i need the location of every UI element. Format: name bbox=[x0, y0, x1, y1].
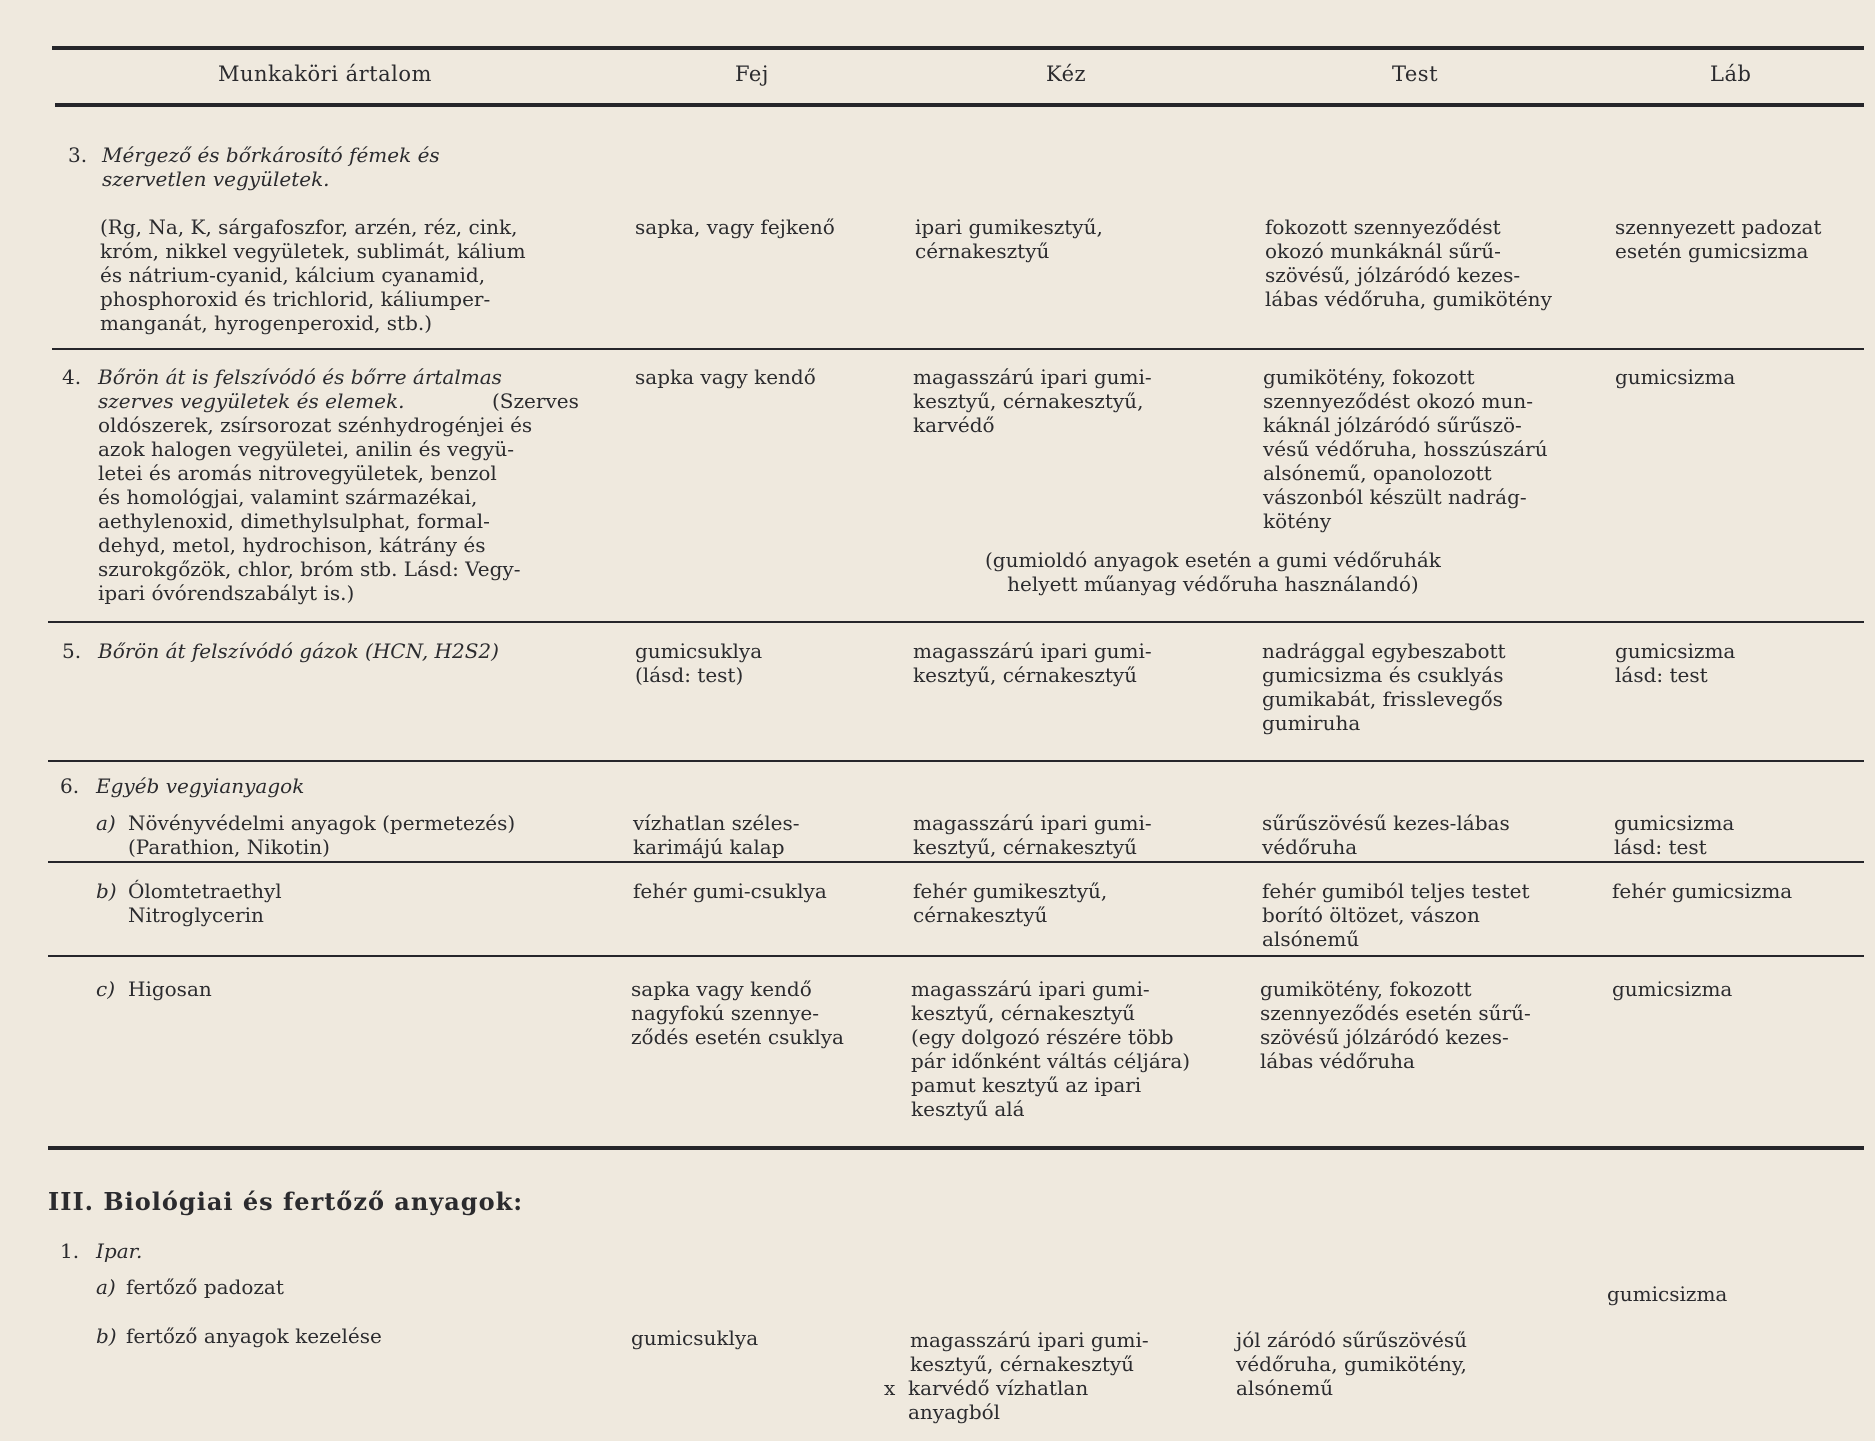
row5-fej: gumicsuklya (lásd: test) bbox=[635, 639, 763, 687]
row3-title: Mérgező és bőrkárosító fémek és szervetlen vegyületek. bbox=[102, 143, 440, 191]
row6b-kez: fehér gumikesztyű, cérnakesztyű bbox=[913, 879, 1108, 927]
row4-number: 4. bbox=[62, 365, 82, 389]
row6b-text: Ólomtetraethyl Nitroglycerin bbox=[128, 879, 282, 927]
row6c-kez: magasszárú ipari gumi- kesztyű, cérnakesztyű (egy dolgozó részére több pár időnként váltás céljára) pamut kesztyű az ipari kesztyű alá bbox=[911, 977, 1191, 1121]
section3-item1b-kez: magasszárú ipari gumi- kesztyű, cérnakesztyű bbox=[910, 1328, 1149, 1376]
row4-fej: sapka vagy kendő bbox=[635, 365, 816, 389]
row4-bottom-rule bbox=[48, 621, 1864, 623]
row6b-bottom-rule bbox=[48, 955, 1864, 957]
row6a-lab: gumicsizma lásd: test bbox=[1614, 811, 1735, 859]
row5-number: 5. bbox=[62, 639, 82, 663]
row4-lab: gumicsizma bbox=[1615, 365, 1736, 389]
row4-description: oldószerek, zsírsorozat szénhydrogénjei és azok halogen vegyületei, anilin és vegyü- letei és aromás nitrovegyületek, benzol és homológjai, valamint származékai, aethylenoxid, dimethylsulphat, formal- dehyd, metol, hydrochison, kátrány és szurokgőzök, chlor, bróm stb. Lásd: Vegy- ipari óvórendszabályt is.) bbox=[98, 413, 533, 605]
row6a-text: Növényvédelmi anyagok (permetezés) (Parathion, Nikotin) bbox=[128, 811, 516, 859]
row3-test: fokozott szennyeződést okozó munkáknál sűrű- szövésű, jólzáródó kezes- lábas védőruha, gumikötény bbox=[1265, 215, 1552, 311]
row5-kez: magasszárú ipari gumi- kesztyű, cérnakesztyű bbox=[913, 639, 1152, 687]
row5-bottom-rule bbox=[48, 760, 1864, 762]
row3-lab: szennyezett padozat esetén gumicsizma bbox=[1615, 215, 1822, 263]
row6a-test: sűrűszövésű kezes-lábas védőruha bbox=[1262, 811, 1510, 859]
row4-test: gumikötény, fokozott szennyeződést okozó mun- káknál jólzáródó sűrűszö- vésű védőruha, hosszúszárú alsónemű, opanolozott vászonból készült nadrág- kötény bbox=[1263, 365, 1548, 533]
row6c-test: gumikötény, fokozott szennyeződés esetén sűrű- szövésű jólzáródó kezes- lábas védőruha bbox=[1260, 977, 1531, 1073]
row6a-kez: magasszárú ipari gumi- kesztyű, cérnakesztyű bbox=[913, 811, 1152, 859]
row6c-text: Higosan bbox=[128, 977, 212, 1001]
section3-item1b-kez-mark: x bbox=[884, 1376, 896, 1400]
row6a-bottom-rule bbox=[48, 861, 1864, 863]
section3-item1b-kez-continued: karvédő vízhatlan anyagból bbox=[908, 1376, 1089, 1424]
section3-item1b-fej: gumicsuklya bbox=[631, 1326, 759, 1350]
section3-item1b-letter: b) bbox=[96, 1324, 117, 1348]
row6-number: 6. bbox=[60, 774, 80, 798]
section3-item1a-lab: gumicsizma bbox=[1607, 1282, 1728, 1306]
section3-item1-title: Ipar. bbox=[96, 1239, 143, 1263]
section3-item1b-text: fertőző anyagok kezelése bbox=[126, 1324, 382, 1348]
header-test: Test bbox=[1392, 62, 1439, 86]
row6b-test: fehér gumiból teljes testet borító öltözet, vászon alsónemű bbox=[1262, 879, 1530, 951]
top-rule bbox=[52, 46, 1864, 50]
row6c-fej: sapka vagy kendő nagyfokú szennye- ződés esetén csuklya bbox=[631, 977, 844, 1049]
row6c-lab: gumicsizma bbox=[1612, 977, 1733, 1001]
row5-lab: gumicsizma lásd: test bbox=[1615, 639, 1736, 687]
table-end-rule bbox=[48, 1146, 1864, 1150]
section3-item1a-text: fertőző padozat bbox=[126, 1275, 284, 1299]
header-bottom-rule bbox=[55, 103, 1864, 107]
row6b-lab: fehér gumicsizma bbox=[1612, 879, 1793, 903]
header-munkakori-artalom: Munkaköri ártalom bbox=[218, 62, 432, 86]
row6c-letter: c) bbox=[96, 977, 116, 1001]
header-lab: Láb bbox=[1710, 62, 1752, 86]
row4-description-start: (Szerves bbox=[492, 389, 579, 413]
row4-kez: magasszárú ipari gumi- kesztyű, cérnakesztyű, karvédő bbox=[913, 365, 1152, 437]
section3-item1a-letter: a) bbox=[96, 1275, 116, 1299]
row5-title: Bőrön át felszívódó gázok (HCN, H2S2) bbox=[98, 639, 499, 663]
row6a-fej: vízhatlan széles- karimájú kalap bbox=[633, 811, 800, 859]
row3-kez: ipari gumikesztyű, cérnakesztyű bbox=[915, 215, 1103, 263]
header-fej: Fej bbox=[735, 62, 769, 86]
row6b-letter: b) bbox=[96, 879, 117, 903]
row4-note: (gumioldó anyagok esetén a gumi védőruhák helyett műanyag védőruha használandó) bbox=[985, 548, 1441, 596]
section3-title: III. Biológiai és fertőző anyagok: bbox=[48, 1187, 524, 1216]
row6-title: Egyéb vegyianyagok bbox=[96, 774, 305, 798]
section3-item1b-test: jól záródó sűrűszövésű védőruha, gumikötény, alsónemű bbox=[1236, 1328, 1467, 1400]
section3-item1-number: 1. bbox=[60, 1239, 80, 1263]
row5-test: nadrággal egybeszabott gumicsizma és csuklyás gumikabát, frisslevegős gumiruha bbox=[1262, 639, 1506, 735]
row3-fej: sapka, vagy fejkenő bbox=[635, 215, 835, 239]
row3-description: (Rg, Na, K, sárgafoszfor, arzén, réz, cink, króm, nikkel vegyületek, sublimát, kálium és nátrium-cyanid, kálcium cyanamid, phosphoroxid és trichlorid, káliumper- manganát, hyrogenperoxid, stb.) bbox=[100, 215, 526, 335]
row4-title: Bőrön át is felszívódó és bőrre ártalmas szerves vegyületek és elemek. bbox=[98, 365, 502, 413]
header-kez: Kéz bbox=[1046, 62, 1087, 86]
row3-number: 3. bbox=[68, 143, 88, 167]
row3-bottom-rule bbox=[52, 348, 1864, 350]
row6a-letter: a) bbox=[96, 811, 116, 835]
row6b-fej: fehér gumi-csuklya bbox=[633, 879, 827, 903]
